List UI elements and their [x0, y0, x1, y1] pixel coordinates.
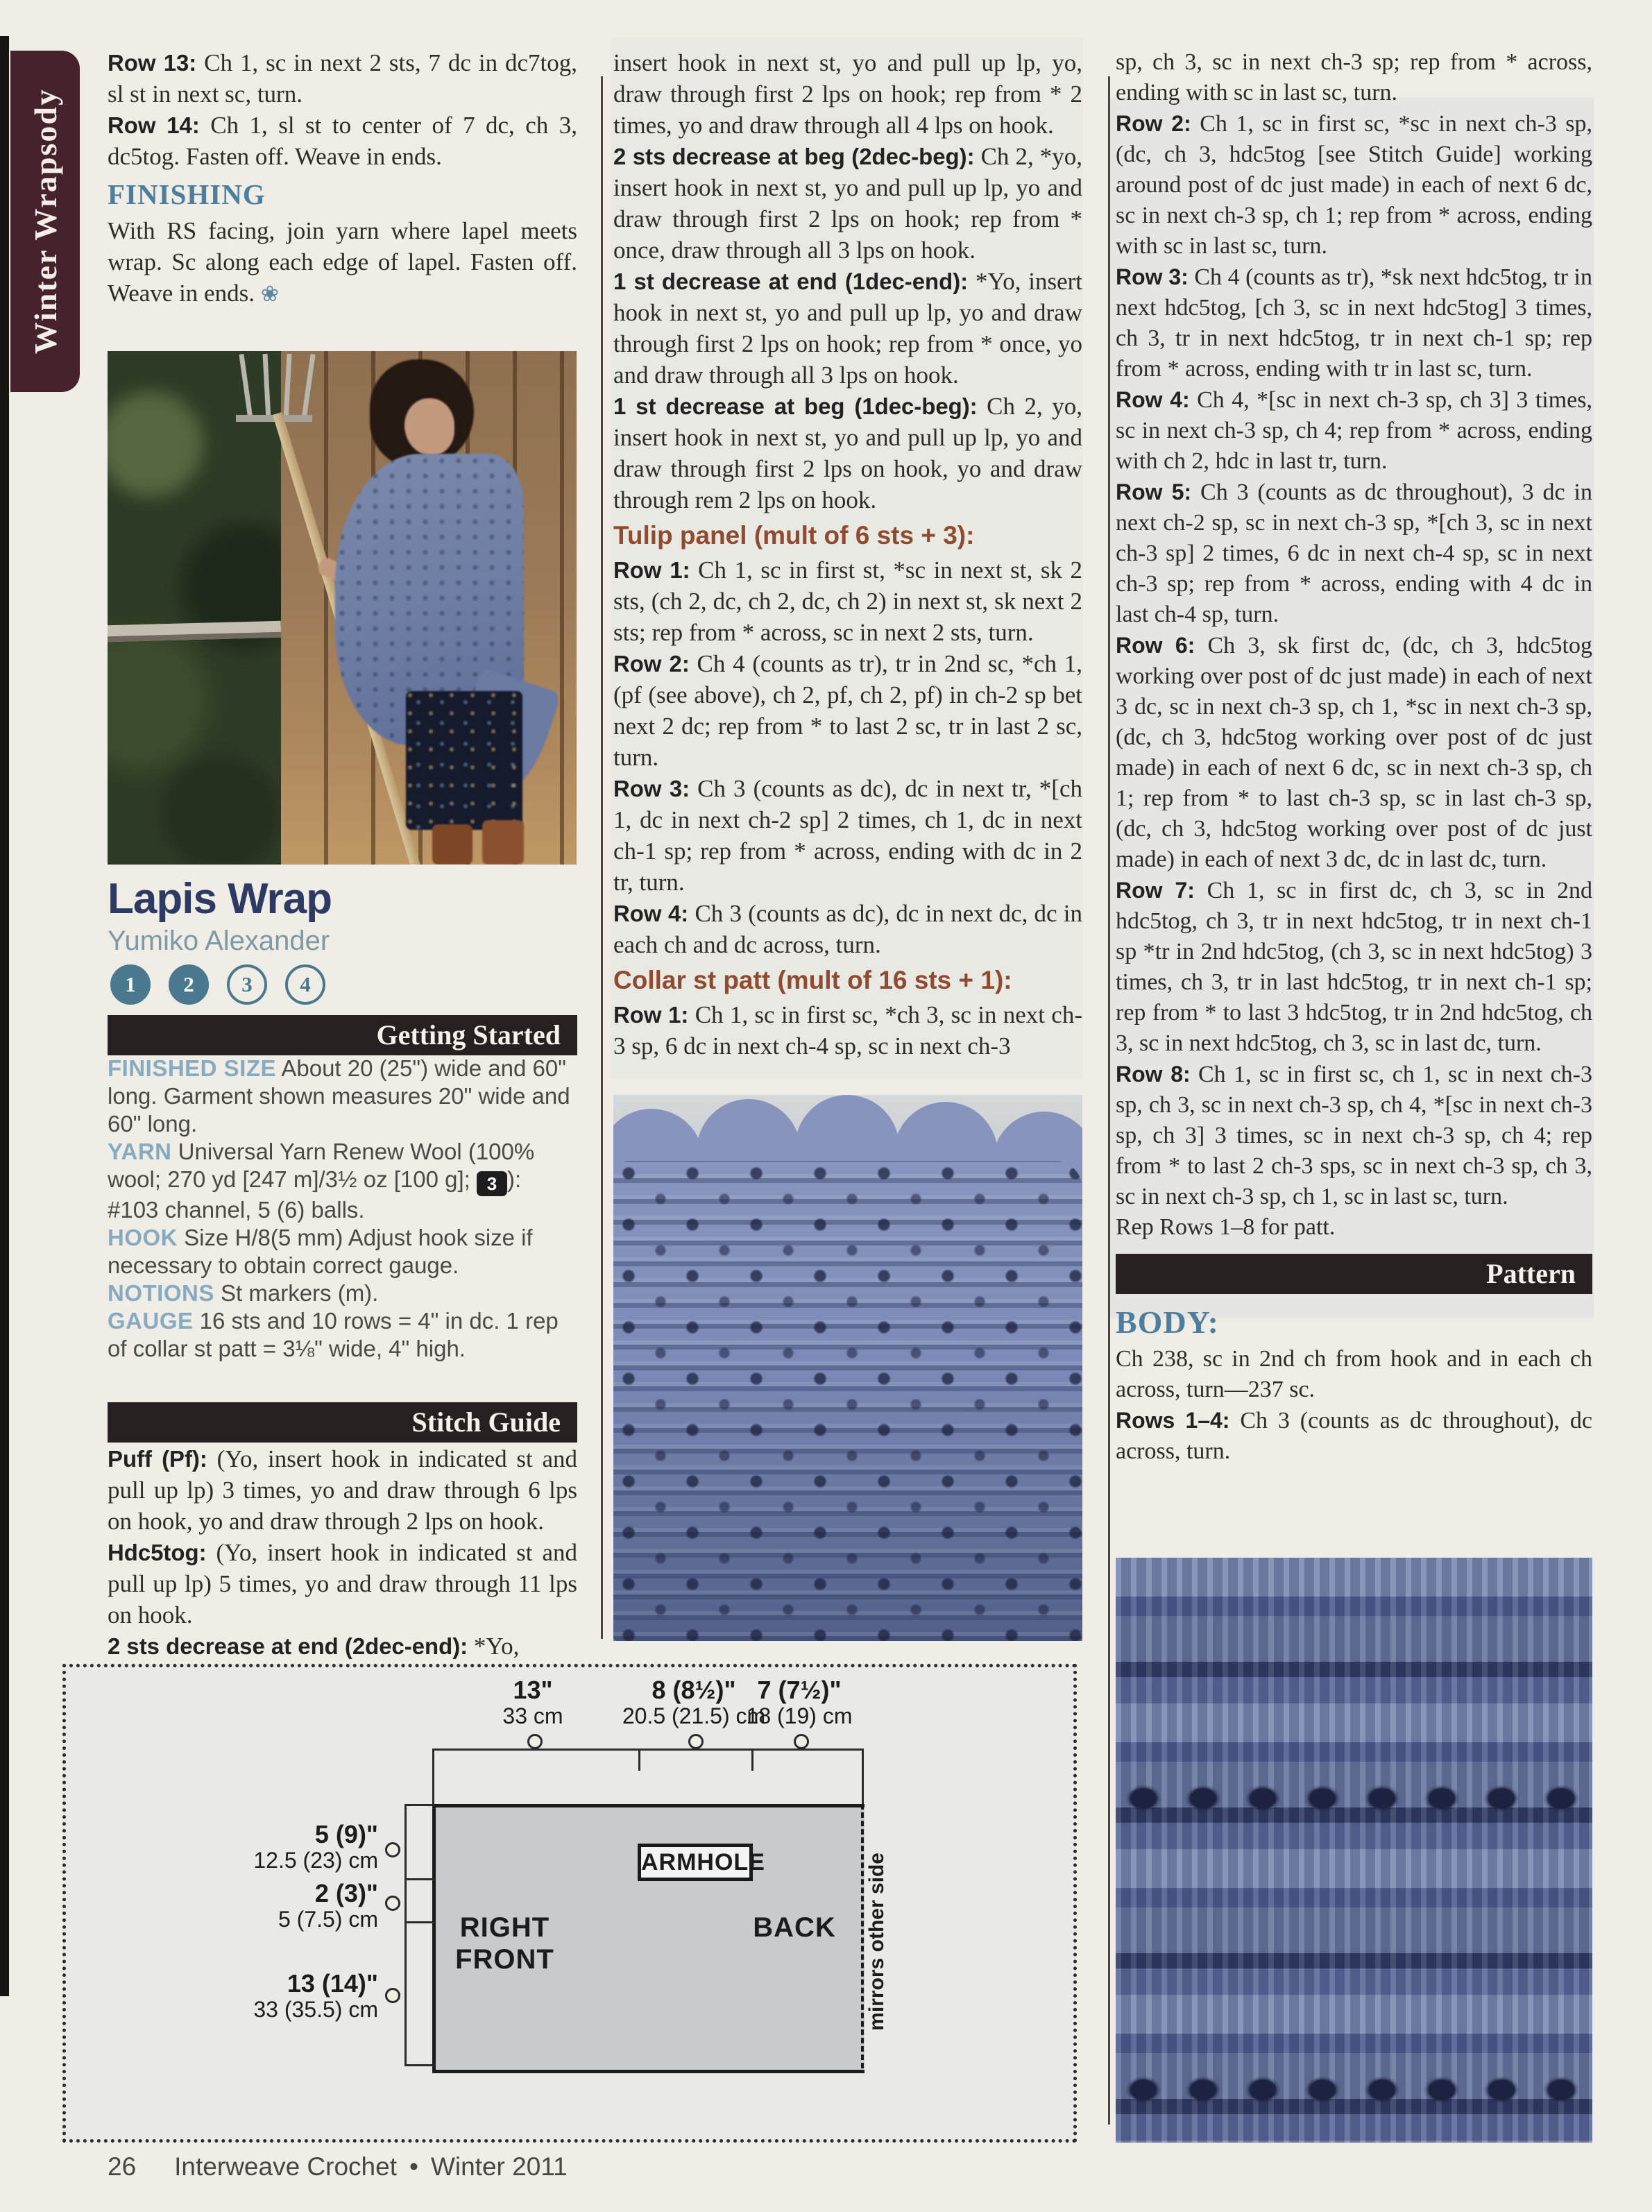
paragraph: Puff (Pf): (Yo, insert hook in indicated st and pull up lp) 3 times, yo and draw through 6 lps on hook, yo and draw through 2 lps on hook. — [108, 1445, 577, 1535]
paragraph: Rows 1–4: Ch 3 (counts as dc throughout), dc across, turn. — [1116, 1408, 1592, 1464]
column-3 — [1116, 47, 1592, 2136]
measurement-left: 13 (14)" 33 (35.5) cm — [253, 1969, 378, 2022]
page-spine-edge — [0, 36, 9, 1996]
measure-marker — [385, 1842, 400, 1857]
bold-lead: Row 8: — [1116, 1062, 1191, 1087]
bold-lead: 2 sts decrease at end (2dec-end): — [108, 1633, 468, 1659]
bold-lead: Row 4: — [613, 901, 689, 926]
column-2 — [613, 47, 1082, 1643]
difficulty-circle: 3 — [227, 964, 267, 1005]
paragraph: Row 14: Ch 1, sl st to center of 7 dc, ch 3, dc5tog. Fasten off. Weave in ends. — [108, 112, 577, 170]
schematic-diagram — [62, 1664, 1077, 2143]
bold-lead: Row 3: — [613, 776, 690, 801]
paragraph: Row 7: Ch 1, sc in first dc, ch 3, sc in 2nd hdc5tog, ch 3, tr in next hdc5tog, tr in next ch-1 sp *tr in 2nd hdc5tog, (ch 3, sc in next hdc5tog) 3 times, ch 3, tr in last hdc5tog, tr in next ch-1 sp; rep from * to last 3 hdc5tog, tr in 2nd hdc5tog, ch 3, sc in next hdc5tog, ch 3, sc in last dc, turn. — [1116, 878, 1592, 1056]
paragraph: Row 2: Ch 1, sc in first sc, *sc in next ch-3 sp, (dc, ch 3, hdc5tog [see Stitch Guide] working around post of dc just made) in each of next 6 dc, sc in next ch-3 sp, ch 1; rep from * across, ending with sc in last sc, turn. — [1116, 111, 1592, 259]
heading: Tulip panel (mult of 6 sts + 3): — [613, 521, 975, 550]
info-line: FINISHED SIZE About 20 (25") wide and 60" long. Garment shown measures 20" wide and 60" long. — [108, 1055, 570, 1137]
measure-tick — [638, 1749, 640, 1771]
instructions-middle — [613, 47, 1082, 1062]
magazine-name: Interweave Crochet — [174, 2152, 397, 2181]
info-label: GAUGE — [108, 1308, 194, 1334]
paragraph: Row 3: Ch 4 (counts as tr), *sk next hdc5tog, tr in next hdc5tog, [ch 3, sc in next hdc5tog] 3 times, ch 3, tr in next hdc5tog, tr in next ch-1 sp; rep from * across, ending with tr in last sc, turn. — [1116, 264, 1592, 382]
getting-started-header: Getting Started — [108, 1015, 577, 1055]
bullet-separator: • — [409, 2152, 418, 2181]
yarn-weight-icon: 3 — [477, 1171, 507, 1196]
difficulty-circle: 2 — [169, 964, 209, 1005]
bold-lead: Row 1: — [613, 557, 690, 583]
paragraph: Rep Rows 1–8 for patt. — [1116, 1214, 1336, 1240]
column-rule — [601, 76, 603, 1639]
measure-marker — [385, 1896, 400, 1911]
paragraph: With RS facing, join yarn where lapel meets wrap. Sc along each edge of lapel. Fasten off. Weave in ends. ❀ — [108, 217, 577, 307]
info-label: HOOK — [108, 1225, 178, 1250]
paragraph: Row 5: Ch 3 (counts as dc throughout), 3 dc in next ch-2 sp, sc in next ch-3 sp, *[ch 3, sc in next ch-3 sp] 2 times, 6 dc in next ch-4 sp, sc in next ch-3 sp; rep from * across, ending with 4 dc in last ch-4 sp, turn. — [1116, 479, 1592, 627]
page-number: 26 — [108, 2152, 137, 2181]
bold-lead: Row 5: — [1116, 479, 1192, 504]
paragraph: Row 4: Ch 4, *[sc in next ch-3 sp, ch 3] 3 times, sc in next ch-3 sp, ch 4; rep from * across, ending with ch 2, hdc in last tr, turn. — [1116, 387, 1592, 474]
collar-swatch-photo — [613, 1095, 1082, 1641]
model-face — [405, 398, 454, 455]
paragraph: Row 13: Ch 1, sc in next 2 sts, 7 dc in dc7tog, sl st in next sc, turn. — [108, 49, 577, 108]
measure-marker — [688, 1734, 704, 1749]
paragraph: Row 1: Ch 1, sc in first st, *sc in next st, sk 2 sts, (ch 2, dc, ch 2, dc, ch 2) in next st, sk next 2 sts; rep from * across, sc in next 2 sts, turn. — [613, 556, 1082, 646]
measure-tick — [405, 2064, 434, 2066]
paragraph: 1 st decrease at beg (1dec-beg): Ch 2, yo, insert hook in next st, yo and pull up lp, yo and draw through first 2 lps on hook, yo and draw through rem 2 lps on hook. — [613, 393, 1082, 513]
info-line: HOOK Size H/8(5 mm) Adjust hook size if necessary to obtain correct gauge. — [108, 1225, 533, 1278]
bold-lead: Row 2: — [1116, 111, 1191, 136]
model-photo — [108, 351, 577, 865]
designer-name: Yumiko Alexander — [108, 926, 330, 956]
paragraph: Hdc5tog: (Yo, insert hook in indicated st and pull up lp) 5 times, yo and draw through 11 lps on hook. — [108, 1539, 577, 1628]
paragraph: Row 8: Ch 1, sc in first sc, ch 1, sc in next ch-3 sp, ch 3, sc in next ch-3 sp, ch 4, *[sc in next ch-3 sp, ch 3] 3 times, sc in next ch-3 sp, ch 4; rep from * to last 2 ch-3 sps, sc in next ch-3 sp, ch 3, sc in next ch-3 sp, ch 1, sc in last sc, turn. — [1116, 1062, 1592, 1209]
crochet-swatch — [613, 1161, 1082, 1641]
measure-line — [405, 1804, 407, 2066]
bold-lead: Row 2: — [613, 651, 690, 677]
measurement-top: 7 (7½)" 18 (19) cm — [746, 1676, 853, 1728]
column-1 — [108, 47, 577, 1664]
bold-lead: Row 6: — [1116, 633, 1195, 658]
heading: FINISHING — [108, 178, 266, 210]
bold-lead: Row 7: — [1116, 878, 1195, 903]
stitch-guide-header: Stitch Guide — [108, 1402, 577, 1443]
paragraph: Row 6: Ch 3, sk first dc, (dc, ch 3, hdc5tog working over post of dc just made) in each of next 3 dc, sc in next ch-3 sp, ch 1, *sc in next ch-3 sp, (dc, ch 3, hdc5tog working over post of dc just made) in each of next 6 dc, sc in next ch-3 sp, ch 1; rep from * to last ch-3 sp, sc in last ch-3 sp, (dc, ch 3, hdc5tog working over post of dc just made) in each of next 3 dc, dc in last dc, turn. — [1116, 633, 1592, 872]
bold-lead: Row 13: — [108, 50, 197, 76]
measurement-left: 5 (9)" 12.5 (23) cm — [253, 1820, 378, 1873]
measurement-top: 8 (8½)" 20.5 (21.5) cm — [622, 1676, 766, 1728]
issue-name: Winter 2011 — [430, 2152, 568, 2181]
eyelet-row — [1116, 2071, 1592, 2109]
column-rule — [1108, 76, 1110, 2125]
mirror-fold-line — [861, 1804, 864, 2068]
instructions-right — [1116, 47, 1592, 1467]
paragraph: Ch 238, sc in 2nd ch from hook and in each ch across, turn—237 sc. — [1116, 1346, 1592, 1402]
difficulty-circle: 1 — [110, 964, 151, 1005]
right-front-label: RIGHT FRONT — [455, 1912, 554, 1975]
mirrors-note: mirrors other side — [865, 1852, 888, 2031]
bold-lead: Hdc5tog: — [108, 1540, 207, 1565]
boot — [432, 824, 472, 865]
measurement-left: 2 (3)" 5 (7.5) cm — [278, 1879, 378, 1932]
bold-lead: 1 st decrease at beg (1dec-beg): — [613, 393, 978, 419]
paragraph: Row 3: Ch 3 (counts as dc), dc in next tr, *[ch 1, dc in next ch-2 sp] 2 times, ch 1, dc in next ch-1 sp; rep from * across, ending with dc in 2 tr, turn. — [613, 775, 1082, 896]
paragraph: Row 2: Ch 4 (counts as tr), tr in 2nd sc, *ch 1, (pf (see above), ch 2, pf, ch 2, pf) in ch-2 sp bet next 2 dc; rep from * to last 2 sc, tr in last 2 sc, turn. — [613, 650, 1082, 771]
boot — [482, 820, 524, 865]
measure-tick — [405, 1878, 434, 1880]
getting-started-info — [108, 1055, 577, 1363]
paragraph: 1 st decrease at end (1dec-end): *Yo, insert hook in next st, yo and pull up lp, yo and draw through first 2 lps on hook; rep from * once, yo and draw through all 3 lps on hook. — [613, 268, 1083, 389]
measure-tick — [405, 1921, 434, 1923]
armhole-label: ARMHOLE — [638, 1844, 753, 1881]
difficulty-circle: 4 — [285, 964, 325, 1005]
bold-lead: Row 3: — [1116, 264, 1189, 289]
measure-tick — [751, 1749, 753, 1771]
info-label: FINISHED SIZE — [108, 1055, 277, 1081]
eyelet-row — [1116, 1780, 1592, 1817]
paragraph: Row 1: Ch 1, sc in first sc, *ch 3, sc in next ch-3 sp, 6 dc in next ch-4 sp, sc in next ch-3 — [613, 1001, 1082, 1060]
back-label: BACK — [753, 1912, 836, 1943]
paragraph: 2 sts decrease at end (2dec-end): *Yo, — [108, 1633, 520, 1660]
section-bar: Pattern — [1116, 1254, 1592, 1294]
stitch-guide-text — [108, 1443, 577, 1662]
bold-lead: Puff (Pf): — [108, 1446, 207, 1472]
bold-lead: Row 4: — [1116, 387, 1190, 412]
bold-lead: Rows 1–4: — [1116, 1408, 1230, 1433]
info-label: YARN — [108, 1139, 172, 1164]
difficulty-rating — [110, 964, 343, 1005]
paragraph: sp, ch 3, sc in next ch-3 sp; rep from * across, ending with sc in last sc, turn. — [1116, 49, 1592, 105]
info-line: GAUGE 16 sts and 10 rows = 4" in dc. 1 rep of collar st patt = 3⅛" wide, 4" high. — [108, 1308, 559, 1361]
measure-tick — [432, 1749, 434, 1804]
dark-dress — [406, 691, 522, 830]
info-label: NOTIONS — [108, 1280, 214, 1306]
flower-icon: ❀ — [260, 282, 280, 306]
instructions-top — [108, 47, 577, 309]
paragraph: 2 sts decrease at beg (2dec-beg): Ch 2, *yo, insert hook in next st, yo and pull up lp, yo and draw through first 2 lps on hook; rep from * once, draw through all 3 lps on hook. — [613, 143, 1082, 264]
bold-lead: 1 st decrease at end (1dec-end): — [613, 269, 969, 294]
heading: BODY: — [1116, 1304, 1219, 1340]
paragraph: insert hook in next st, yo and pull up lp, yo, draw through first 2 lps on hook; rep from * 2 times, yo and draw through all 4 lps on hook. — [613, 49, 1082, 139]
page-footer — [108, 2152, 1079, 2181]
info-line: YARN Universal Yarn Renew Wool (100% wool; 270 yd [247 m]/3½ oz [100 g]; 3 ): #103 channel, 5 (6) balls. — [108, 1139, 535, 1223]
pattern-title: Lapis Wrap — [108, 875, 332, 923]
measure-tick — [405, 1804, 434, 1806]
bold-lead: 2 sts decrease at beg (2dec-beg): — [613, 144, 975, 169]
heading: Collar st patt (mult of 16 sts + 1): — [613, 966, 1012, 994]
section-tab-label: Winter Wrapsody — [27, 88, 63, 355]
bold-lead: Row 1: — [613, 1002, 689, 1028]
paragraph: Row 4: Ch 3 (counts as dc), dc in next dc, dc in each ch and dc across, turn. — [613, 900, 1082, 958]
measure-marker — [527, 1734, 543, 1749]
body-stitch-photo — [1116, 1558, 1592, 2143]
measurement-top: 13" 33 cm — [502, 1676, 563, 1728]
measure-tick — [862, 1749, 864, 1804]
measure-marker — [794, 1734, 809, 1749]
section-tab — [10, 51, 80, 392]
info-line: NOTIONS St markers (m). — [108, 1280, 379, 1306]
measure-marker — [385, 1988, 400, 2003]
bold-lead: Row 14: — [108, 112, 200, 138]
